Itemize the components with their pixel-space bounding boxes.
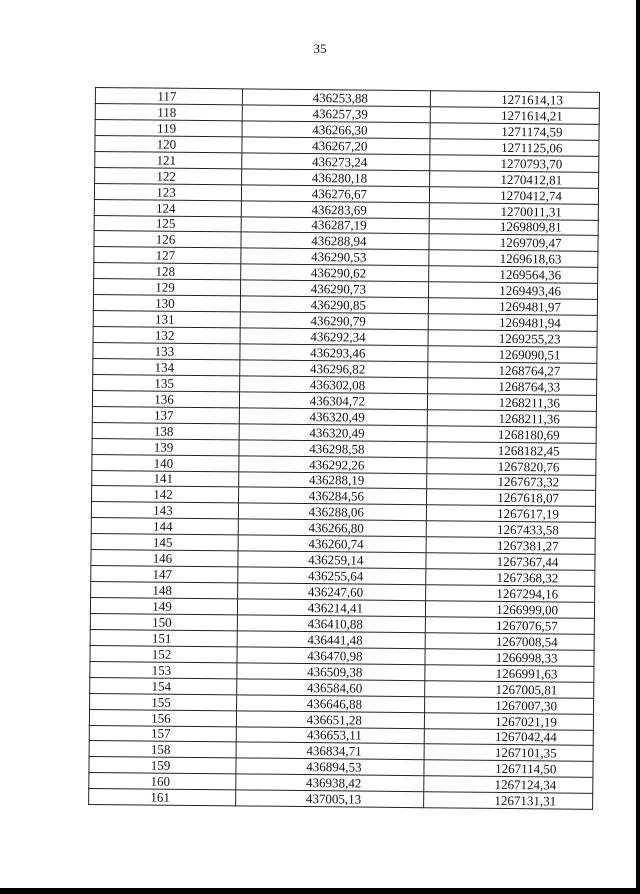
point-number-cell: 138: [92, 422, 239, 439]
coordinates-table-body: [89, 88, 600, 810]
point-number-cell: 118: [95, 103, 242, 120]
point-number-cell: 136: [92, 390, 239, 407]
x-coordinate-cell: 436290,62: [241, 264, 429, 282]
y-coordinate-cell: 1269493,46: [428, 282, 597, 300]
point-number-cell: 142: [92, 486, 239, 503]
point-number-cell: 135: [93, 374, 240, 391]
y-coordinate-cell: 1271614,13: [430, 91, 599, 109]
x-coordinate-cell: 436320,49: [239, 424, 427, 442]
point-number-cell: 152: [90, 645, 237, 662]
x-coordinate-cell: 436284,56: [239, 487, 427, 505]
point-number-cell: 130: [93, 295, 240, 312]
y-coordinate-cell: 1266999,00: [425, 601, 594, 619]
coordinates-table: [88, 87, 600, 810]
point-number-cell: 141: [92, 470, 239, 487]
y-coordinate-cell: 1270793,70: [430, 154, 599, 172]
y-coordinate-cell: 1267131,31: [424, 792, 593, 810]
point-number-cell: 143: [91, 502, 238, 519]
x-coordinate-cell: 436253,88: [242, 89, 430, 107]
point-number-cell: 123: [94, 183, 241, 200]
point-number-cell: 126: [94, 231, 241, 248]
y-coordinate-cell: 1267368,32: [426, 569, 595, 587]
y-coordinate-cell: 1268182,45: [427, 441, 596, 459]
point-number-cell: 131: [93, 311, 240, 328]
y-coordinate-cell: 1268211,36: [427, 409, 596, 427]
point-number-cell: 159: [89, 757, 236, 774]
y-coordinate-cell: 1267367,44: [426, 553, 595, 571]
point-number-cell: 150: [90, 613, 237, 630]
point-number-cell: 124: [94, 199, 241, 216]
x-coordinate-cell: 436290,85: [240, 296, 428, 314]
y-coordinate-cell: 1269255,23: [428, 330, 597, 348]
y-coordinate-cell: 1271614,21: [430, 107, 599, 125]
x-coordinate-cell: 436266,80: [238, 519, 426, 537]
point-number-cell: 120: [95, 135, 242, 152]
point-number-cell: 134: [93, 358, 240, 375]
y-coordinate-cell: 1267114,50: [424, 760, 593, 778]
point-number-cell: 117: [95, 88, 242, 105]
point-number-cell: 148: [91, 582, 238, 599]
y-coordinate-cell: 1267021,19: [424, 712, 593, 730]
y-coordinate-cell: 1270412,81: [430, 170, 599, 188]
point-number-cell: 119: [95, 119, 242, 136]
y-coordinate-cell: 1267294,16: [426, 585, 595, 603]
y-coordinate-cell: 1267124,34: [424, 776, 593, 794]
scan-edge-bottom: [0, 888, 640, 894]
y-coordinate-cell: 1271174,59: [430, 123, 599, 141]
x-coordinate-cell: 436938,42: [236, 774, 424, 792]
page-number: 35: [313, 41, 327, 56]
y-coordinate-cell: 1267101,35: [424, 744, 593, 762]
x-coordinate-cell: 436834,71: [236, 742, 424, 760]
point-number-cell: 149: [90, 597, 237, 614]
point-number-cell: 144: [91, 518, 238, 535]
x-coordinate-cell: 436273,24: [242, 153, 430, 171]
x-coordinate-cell: 436257,39: [242, 105, 430, 123]
y-coordinate-cell: 1267433,58: [426, 521, 595, 539]
x-coordinate-cell: 436288,19: [239, 471, 427, 489]
x-coordinate-cell: 436304,72: [239, 392, 427, 410]
y-coordinate-cell: 1269709,47: [429, 234, 598, 252]
x-coordinate-cell: 436280,18: [242, 169, 430, 187]
y-coordinate-cell: 1268180,69: [427, 425, 596, 443]
x-coordinate-cell: 436298,58: [239, 440, 427, 458]
y-coordinate-cell: 1266998,33: [425, 649, 594, 667]
y-coordinate-cell: 1269481,97: [428, 298, 597, 316]
x-coordinate-cell: 436296,82: [240, 360, 428, 378]
y-coordinate-cell: 1267042,44: [424, 728, 593, 746]
x-coordinate-cell: 437005,13: [236, 790, 424, 808]
y-coordinate-cell: 1267007,30: [425, 696, 594, 714]
y-coordinate-cell: 1269809,81: [429, 218, 598, 236]
point-number-cell: 146: [91, 550, 238, 567]
point-number-cell: 129: [94, 279, 241, 296]
y-coordinate-cell: 1269481,94: [428, 314, 597, 332]
y-coordinate-cell: 1269564,36: [429, 266, 598, 284]
x-coordinate-cell: 436470,98: [237, 647, 425, 665]
scan-edge-right: [636, 0, 640, 894]
y-coordinate-cell: 1267673,32: [427, 473, 596, 491]
x-coordinate-cell: 436288,06: [238, 503, 426, 521]
point-number-cell: 154: [90, 677, 237, 694]
y-coordinate-cell: 1268764,27: [428, 362, 597, 380]
x-coordinate-cell: 436293,46: [240, 344, 428, 362]
x-coordinate-cell: 436287,19: [241, 216, 429, 234]
y-coordinate-cell: 1267076,57: [425, 617, 594, 635]
x-coordinate-cell: 436214,41: [237, 599, 425, 617]
y-coordinate-cell: 1271125,06: [430, 139, 599, 157]
x-coordinate-cell: 436259,14: [238, 551, 426, 569]
point-number-cell: 137: [92, 406, 239, 423]
y-coordinate-cell: 1267617,19: [426, 505, 595, 523]
point-number-cell: 153: [90, 661, 237, 678]
point-number-cell: 127: [94, 247, 241, 264]
y-coordinate-cell: 1267005,81: [425, 680, 594, 698]
x-coordinate-cell: 436247,60: [238, 583, 426, 601]
y-coordinate-cell: 1267618,07: [427, 489, 596, 507]
point-number-cell: 151: [90, 629, 237, 646]
y-coordinate-cell: 1269090,51: [428, 346, 597, 364]
x-coordinate-cell: 436266,30: [242, 121, 430, 139]
x-coordinate-cell: 436410,88: [237, 615, 425, 633]
x-coordinate-cell: 436509,38: [237, 663, 425, 681]
x-coordinate-cell: 436255,64: [238, 567, 426, 585]
x-coordinate-cell: 436292,34: [240, 328, 428, 346]
point-number-cell: 133: [93, 342, 240, 359]
x-coordinate-cell: 436646,88: [237, 695, 425, 713]
x-coordinate-cell: 436302,08: [240, 376, 428, 394]
point-number-cell: 156: [89, 709, 236, 726]
x-coordinate-cell: 436292,26: [239, 455, 427, 473]
point-number-cell: 121: [95, 151, 242, 168]
x-coordinate-cell: 436267,20: [242, 137, 430, 155]
y-coordinate-cell: 1270011,31: [429, 202, 598, 220]
x-coordinate-cell: 436276,67: [241, 185, 429, 203]
point-number-cell: 140: [92, 454, 239, 471]
x-coordinate-cell: 436894,53: [236, 758, 424, 776]
point-number-cell: 147: [91, 566, 238, 583]
point-number-cell: 161: [89, 789, 236, 806]
y-coordinate-cell: 1267381,27: [426, 537, 595, 555]
point-number-cell: 125: [94, 215, 241, 232]
point-number-cell: 158: [89, 741, 236, 758]
x-coordinate-cell: 436441,48: [237, 631, 425, 649]
point-number-cell: 145: [91, 534, 238, 551]
point-number-cell: 132: [93, 327, 240, 344]
y-coordinate-cell: 1269618,63: [429, 250, 598, 268]
point-number-cell: 157: [89, 725, 236, 742]
point-number-cell: 128: [94, 263, 241, 280]
point-number-cell: 155: [90, 693, 237, 710]
x-coordinate-cell: 436260,74: [238, 535, 426, 553]
point-number-cell: 160: [89, 773, 236, 790]
x-coordinate-cell: 436290,79: [240, 312, 428, 330]
x-coordinate-cell: 436290,53: [241, 248, 429, 266]
y-coordinate-cell: 1266991,63: [425, 664, 594, 682]
y-coordinate-cell: 1268764,33: [428, 378, 597, 396]
x-coordinate-cell: 436653,11: [236, 726, 424, 744]
point-number-cell: 122: [95, 167, 242, 184]
point-number-cell: 139: [92, 438, 239, 455]
y-coordinate-cell: 1270412,74: [429, 186, 598, 204]
x-coordinate-cell: 436288,94: [241, 232, 429, 250]
x-coordinate-cell: 436584,60: [237, 679, 425, 697]
x-coordinate-cell: 436320,49: [239, 408, 427, 426]
y-coordinate-cell: 1268211,36: [427, 394, 596, 412]
y-coordinate-cell: 1267008,54: [425, 633, 594, 651]
y-coordinate-cell: 1267820,76: [427, 457, 596, 475]
x-coordinate-cell: 436651,28: [236, 710, 424, 728]
x-coordinate-cell: 436290,73: [240, 280, 428, 298]
x-coordinate-cell: 436283,69: [241, 200, 429, 218]
